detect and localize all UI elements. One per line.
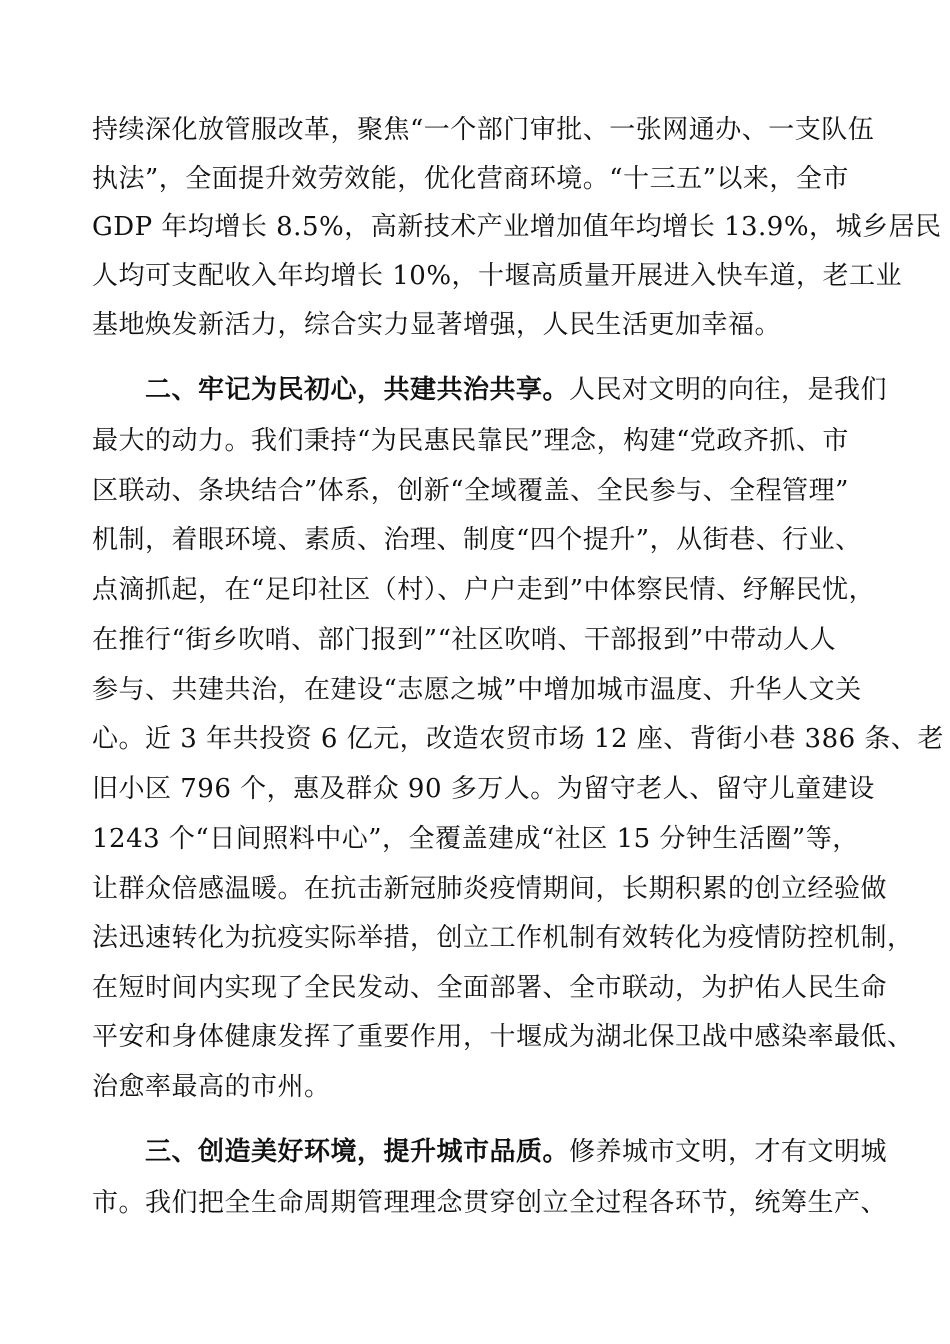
paragraph-line: 持续深化放管服改革，聚焦“一个部门审批、一张网通办、一支队伍 xyxy=(92,115,875,145)
paragraph-line: GDP 年均增长 8.5%，高新技术产业增加值年均增长 13.9%，城乡居民 xyxy=(92,212,942,242)
paragraph-line: 让群众倍感温暖。在抗击新冠肺炎疫情期间，长期积累的创立经验做 xyxy=(92,874,888,904)
paragraph-line: 旧小区 796 个，惠及群众 90 多万人。为留守老人、留守儿童建设 xyxy=(92,774,875,804)
paragraph-line: 市。我们把全生命周期管理理念贯穿创立全过程各环节，统筹生产、 xyxy=(92,1188,888,1218)
paragraph-text: 修养城市文明，才有文明城 xyxy=(569,1137,888,1167)
paragraph-line: 基地焕发新活力，综合实力显著增强，人民生活更加幸福。 xyxy=(92,310,782,340)
paragraph-line: 机制，着眼环境、素质、治理、制度“四个提升”，从街巷、行业、 xyxy=(92,525,862,555)
paragraph-text: 人民对文明的向往，是我们 xyxy=(569,375,888,405)
paragraph-line: 最大的动力。我们秉持“为民惠民靠民”理念，构建“党政齐抓、市 xyxy=(92,426,849,456)
paragraph-first-line xyxy=(145,1132,887,1172)
section-heading: 二、牢记为民初心，共建共治共享。 xyxy=(145,375,570,405)
paragraph-line: 执法”，全面提升效劳效能，优化营商环境。“十三五”以来，全市 xyxy=(92,164,849,194)
paragraph-line: 在推行“街乡吹哨、部门报到”“社区吹哨、干部报到”中带动人人 xyxy=(92,625,837,655)
section-heading: 三、创造美好环境，提升城市品质。 xyxy=(145,1137,570,1167)
paragraph-line: 在短时间内实现了全民发动、全面部署、全市联动，为护佑人民生命 xyxy=(92,973,888,1003)
paragraph-line: 1243 个“日间照料中心”，全覆盖建成“社区 15 分钟生活圈”等， xyxy=(92,824,859,854)
paragraph-line: 平安和身体健康发挥了重要作用，十堰成为湖北保卫战中感染率最低、 xyxy=(92,1022,914,1052)
paragraph-line: 法迅速转化为抗疫实际举措，创立工作机制有效转化为疫情防控机制， xyxy=(92,923,914,953)
paragraph-line: 人均可支配收入年均增长 10%，十堰高质量开展进入快车道，老工业 xyxy=(92,261,903,291)
paragraph-line: 区联动、条块结合”体系，创新“全域覆盖、全民参与、全程管理” xyxy=(92,476,849,506)
paragraph-first-line xyxy=(145,370,887,410)
paragraph-line: 治愈率最高的市州。 xyxy=(92,1072,331,1102)
paragraph-line: 参与、共建共治，在建设“志愿之城”中增加城市温度、升华人文关 xyxy=(92,675,862,705)
paragraph-line: 点滴抓起，在“足印社区（村）、户户走到”中体察民情、纾解民忧， xyxy=(92,575,876,605)
paragraph-line: 心。近 3 年共投资 6 亿元，改造农贸市场 12 座、背街小巷 386 条、老 xyxy=(92,724,944,754)
